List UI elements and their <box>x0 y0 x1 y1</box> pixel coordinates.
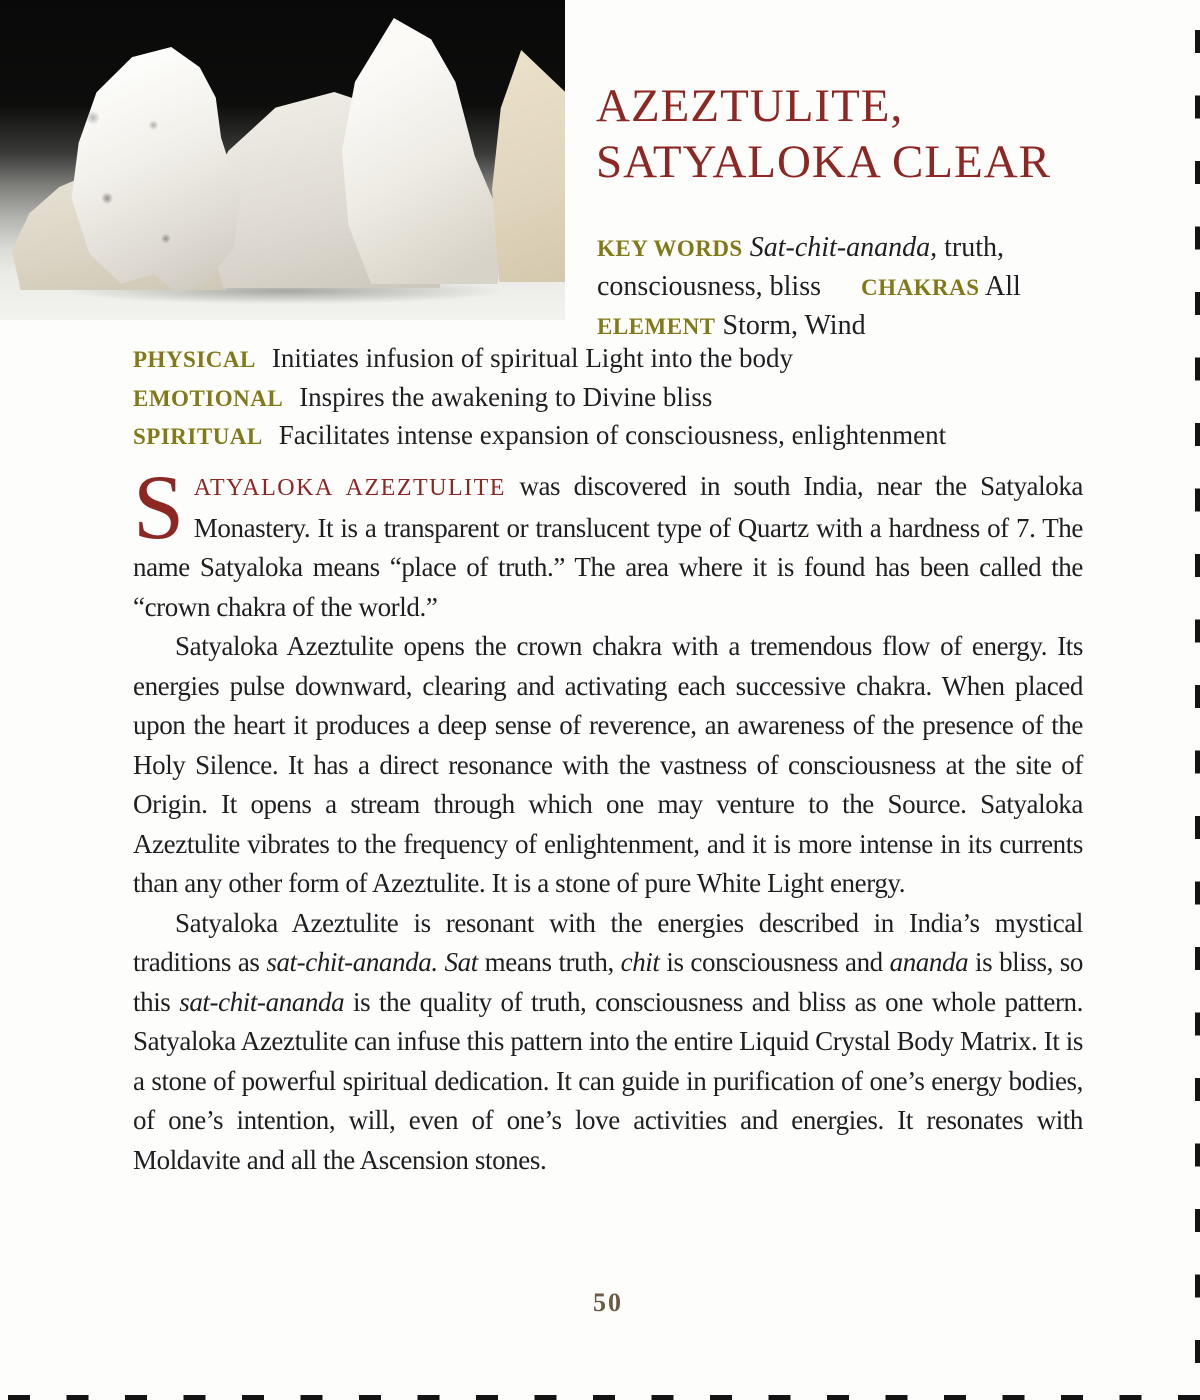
attributes-block <box>133 340 1113 456</box>
page-title-line-1: AZEZTULITE, <box>596 80 904 132</box>
key-words-label: KEY WORDS <box>597 236 743 261</box>
italic-term: sat-chit-ananda <box>179 986 345 1017</box>
quartz-stone-large <box>68 42 246 294</box>
crystal-specimen-photo <box>0 0 565 320</box>
paragraph-text: Satyaloka Azeztulite opens the crown chakra with a tremendous flow of energy. Its energies pulse downward, clearing and activating each successive chakra. When placed upon the heart it produces a deep sense of reverence, an awareness of the presence of the Holy Silence. It has a direct resonance with the vastness of consciousness at the site of Origin. It opens a stream through which one may venture to the Source. Satyaloka Azeztulite vibrates to the frequency of enlightenment, and it is more intense in its currents than any other form of Azeztulite. It is a stone of pure White Light energy. <box>133 631 1083 898</box>
physical-label: PHYSICAL <box>133 347 256 372</box>
key-words-value: truth, consciousness, bliss <box>597 232 1005 302</box>
page-edge-marks-bottom <box>0 1395 1200 1400</box>
italic-term: chit <box>620 947 660 977</box>
keywords-line <box>597 229 1065 307</box>
attribute-row-spiritual <box>133 417 1113 456</box>
emotional-label: EMOTIONAL <box>133 385 284 411</box>
paragraph-text: means truth, <box>477 947 621 977</box>
chakras-label: CHAKRAS <box>861 275 980 300</box>
page-edge-marks-right <box>1195 0 1200 1400</box>
element-label: ELEMENT <box>597 314 716 339</box>
page-title-line-2: SATYALOKA CLEAR <box>596 136 1052 188</box>
attribute-row-physical <box>133 340 1113 379</box>
red-small-caps: ATYALOKA AZEZTULITE <box>193 475 506 501</box>
body-paragraph <box>133 456 1084 627</box>
paragraph-text: is consciousness and <box>659 947 890 977</box>
chakras-value: All <box>984 271 1021 302</box>
emotional-text: Inspires the awakening to Divine bliss <box>299 381 713 412</box>
body-paragraph <box>133 904 1083 1181</box>
italic-term: sat-chit-ananda. Sat <box>266 947 478 977</box>
italic-term: ananda <box>889 947 969 977</box>
key-words-value-italic: Sat-chit-ananda, <box>749 232 938 263</box>
body-text <box>133 456 1084 1180</box>
element-value: Storm, Wind <box>722 310 866 341</box>
paragraph-text: was discovered in south India, near the Satyaloka Monastery. It is a transparent or translucent type of Quartz with a hardness of 7. The name Satyaloka means “place of truth.” The area where it is found has been called the “crown chakra of the world.” <box>133 471 1084 622</box>
spiritual-label: SPIRITUAL <box>133 424 263 449</box>
quartz-stone-far-right <box>492 50 565 282</box>
attribute-row-emotional <box>133 379 1113 418</box>
quartz-stone-tall-right <box>342 18 504 284</box>
page-number: 50 <box>593 1288 623 1317</box>
paragraph-text: Satyaloka Azeztulite is resonant with the energies described in India’s mystical traditions as <box>133 907 1083 977</box>
paragraph-text: is bliss, so this <box>133 947 1083 1017</box>
paragraph-text: is the quality of truth, consciousness and bliss as one whole pattern. Satyaloka Azeztulite can infuse this pattern into the entire Liquid Crystal Body Matrix. It is a stone of powerful spiritual dedication. It can guide in purification of one’s energy bodies, of one’s intention, will, even of one’s love activities and energies. It resonates with Moldavite and all the Ascension stones. <box>133 986 1083 1175</box>
physical-text: Initiates infusion of spiritual Light into the body <box>271 343 794 373</box>
drop-cap: S <box>133 456 184 558</box>
page-title <box>596 78 1051 190</box>
spiritual-text: Facilitates intense expansion of consciousness, enlightenment <box>278 420 947 450</box>
keywords-block <box>597 229 1065 346</box>
body-paragraph <box>133 627 1083 904</box>
